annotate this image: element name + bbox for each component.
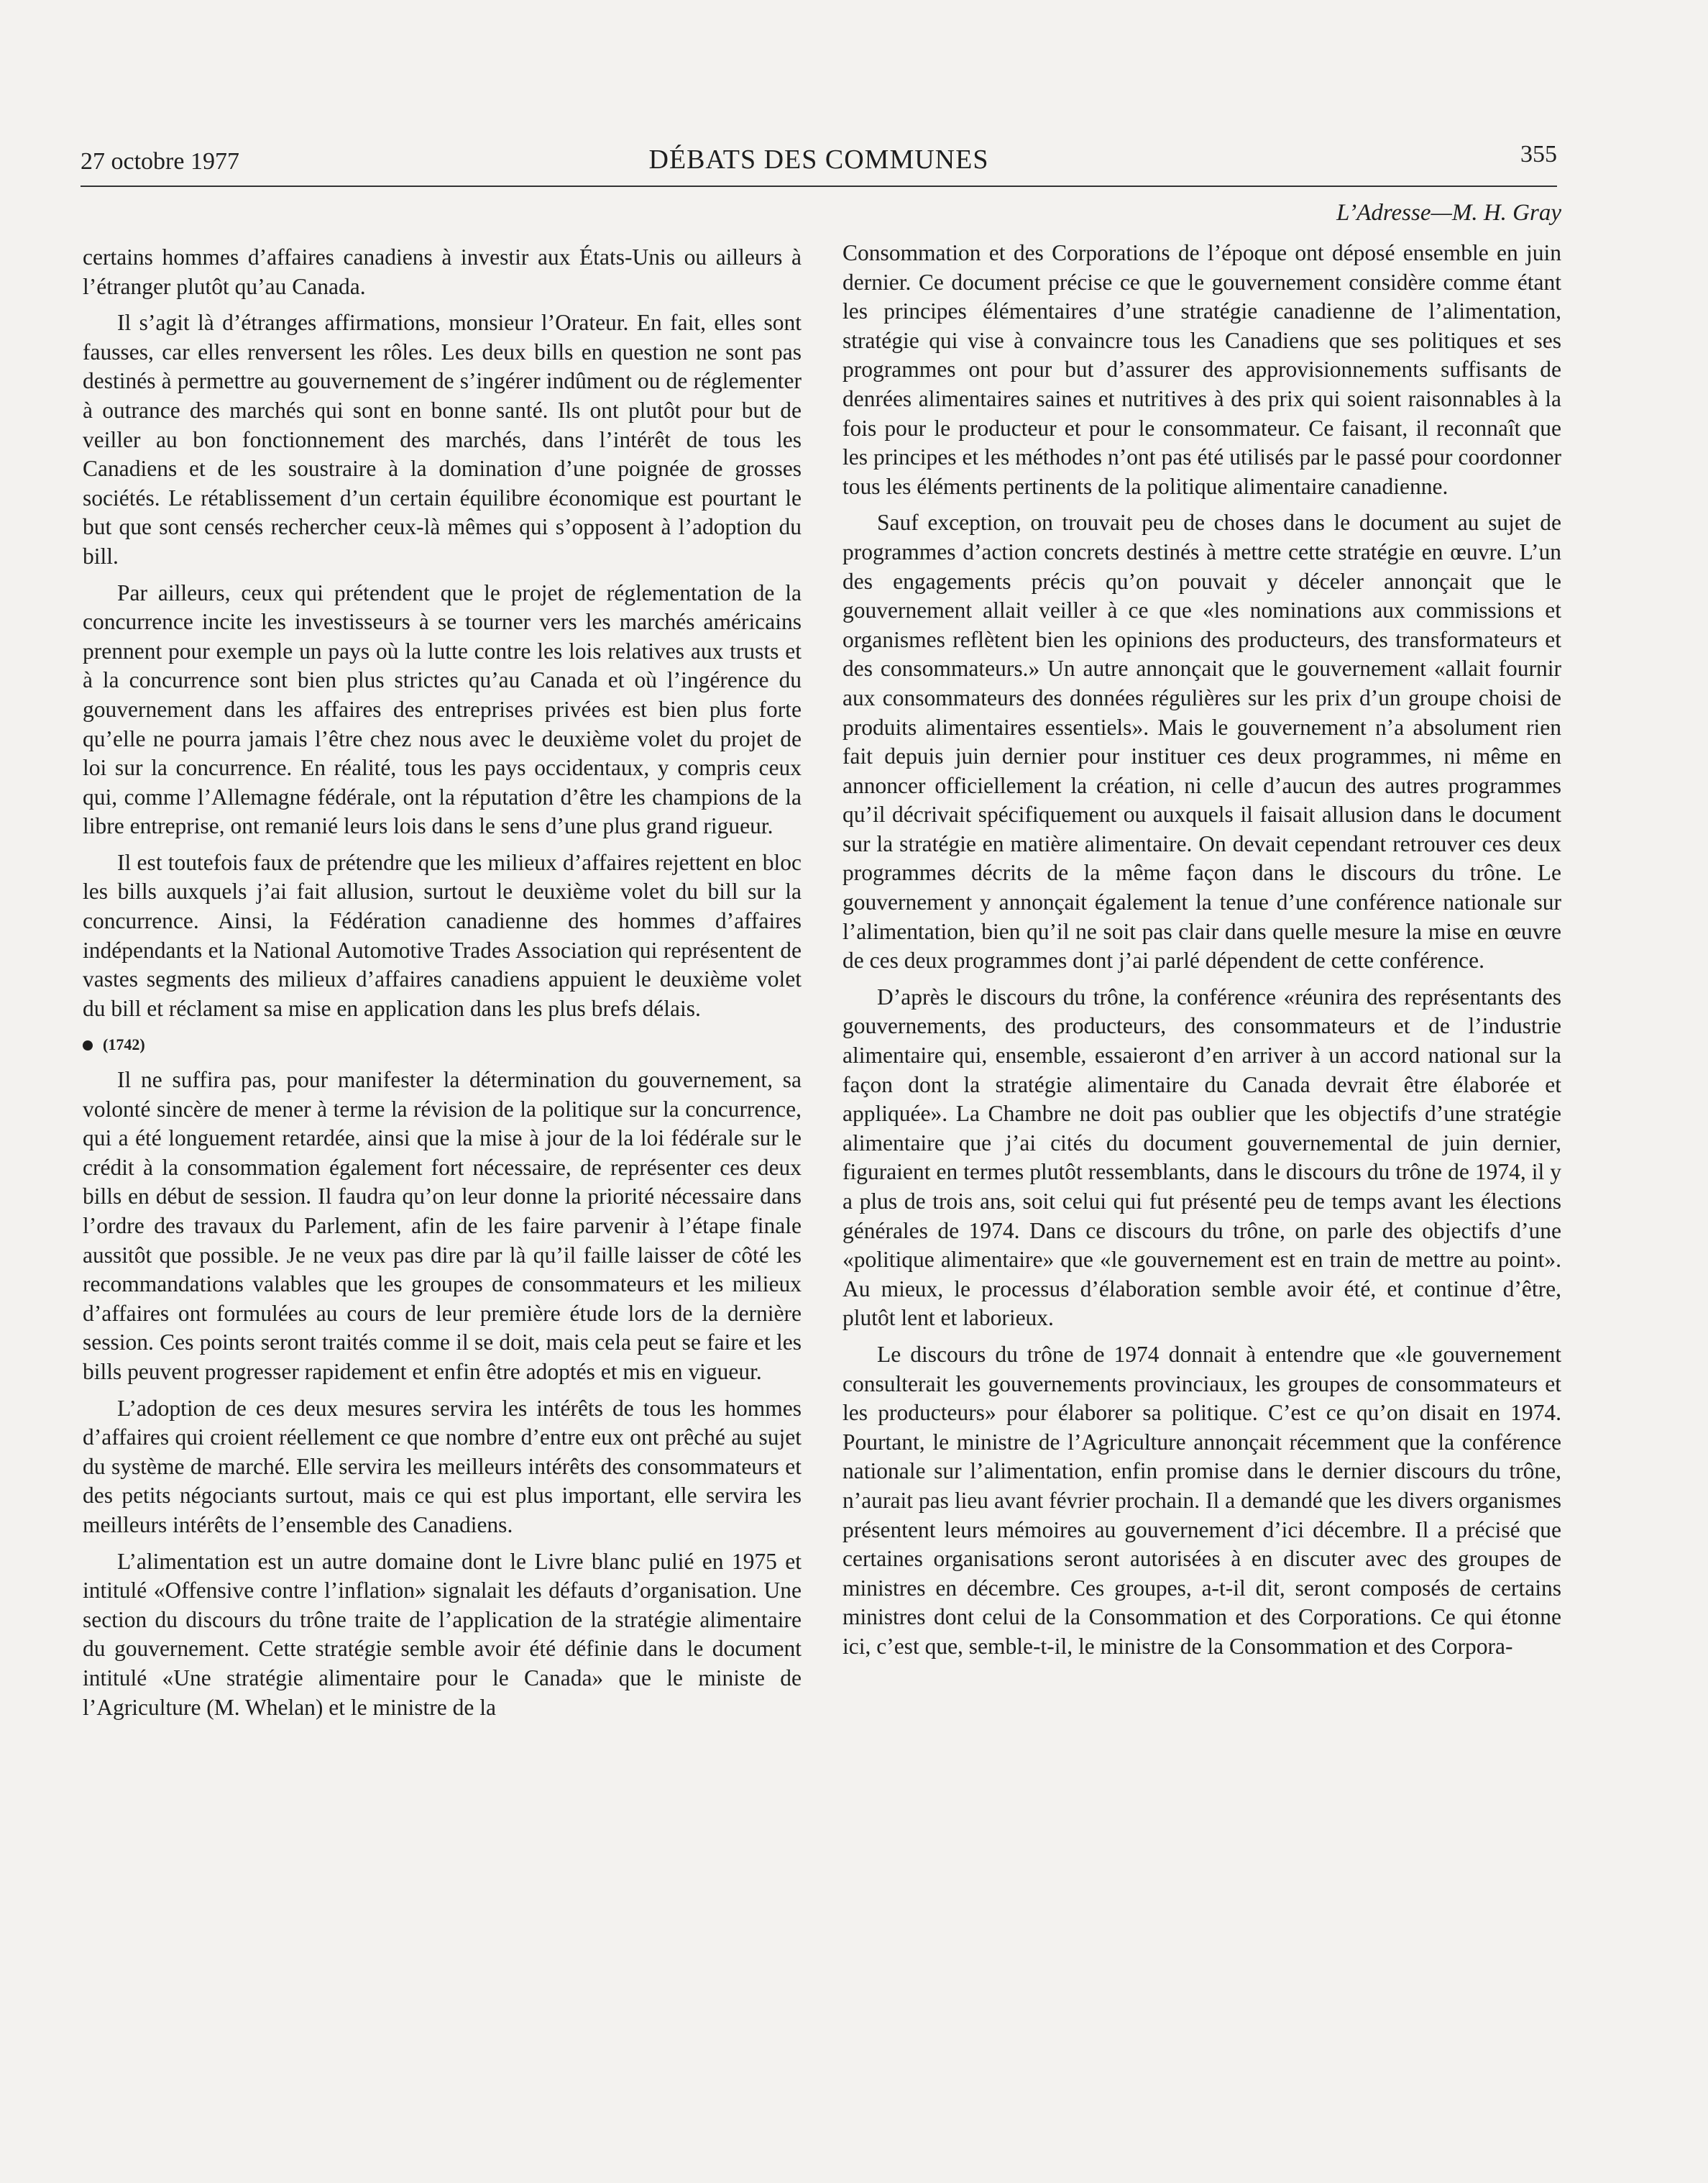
time-marker bbox=[83, 1030, 802, 1060]
header-date: 27 octobre 1977 bbox=[81, 148, 239, 175]
paragraph: Le discours du trône de 1974 donnait à entendre que «le gouvernement consulterait les gouvernements provinciaux, les groupes de consommateurs et les producteurs» pour élaborer sa politique. C’est ce qu’on disait en 1974. Pourtant, le ministre de l’Agriculture annonçait récemment que la conférence nationale sur l’alimentation, enfin promise dans le dernier discours du trône, n’aurait pas lieu avant février prochain. Il a demandé que les divers organismes présentent leurs mémoires au gouvernement d’ici décembre. Il a précisé que certaines organisations seront autorisées à en discuter avec des groupes de ministres en décembre. Ces groupes, a-t-il dit, seront composés de certains ministres dont celui de la Consommation et des Corporations. Ce qui étonne ici, c’est que, semble-t-il, le ministre de la Consommation et des Corpora- bbox=[842, 1341, 1561, 1659]
paragraph: certains hommes d’affaires canadiens à investir aux États-Unis ou ailleurs à l’étranger plutôt qu’au Canada. bbox=[83, 244, 802, 299]
right-column bbox=[842, 239, 1561, 1669]
paragraph: L’adoption de ces deux mesures servira les intérêts de tous les hommes d’affaires qui croient réellement ce que nombre d’entre eux ont prêché au sujet du système de marché. Elle servira les meilleurs intérêts des consommateurs et des petits négociants surtout, mais ce qui est plus important, elle servira les meilleurs intérêts de l’ensemble des Canadiens. bbox=[83, 1395, 802, 1537]
paragraph: L’alimentation est un autre domaine dont le Livre blanc pulié en 1975 et intitulé «Offensive contre l’inflation» signalait les défauts d’organisation. Une section du discours du trône traite de l’application de la stratégie alimentaire du gouvernement. Cette stratégie semble avoir été définie dans le document intitulé «Une stratégie alimentaire pour le Canada» que le ministe de l’Agriculture (M. Whelan) et le ministre de la bbox=[83, 1548, 802, 1720]
paragraph: Par ailleurs, ceux qui prétendent que le projet de réglementation de la concurrence incite les investisseurs à se tourner vers les marchés américains prennent pour exemple un pays où la lutte contre les lois relatives aux trusts et à la concurrence sont bien plus strictes qu’au Canada et où l’ingérence du gouvernement dans les affaires des entreprises privées est bien plus forte qu’elle ne pourra jamais l’être chez nous avec le deuxième volet du projet de loi sur la concurrence. En réalité, tous les pays occidentaux, y compris ceux qui, comme l’Allemagne fédérale, ont la réputation d’être les champions de la libre entreprise, ont remanié leurs lois dans le sens d’une plus grand rigueur. bbox=[83, 580, 802, 839]
paragraph: Sauf exception, on trouvait peu de choses dans le document au sujet de programmes d’action concrets destinés à mettre cette stratégie en œuvre. L’un des engagements précis qu’on pouvait y déceler annonçait que le gouvernement allait veiller à ce que «les nominations aux commissions et organismes reflètent bien les opinions des producteurs, des transformateurs et des consommateurs.» Un autre annonçait que le gouvernement «allait fournir aux consommateurs des données régulières sur les prix d’un groupe choisi de produits alimentaires essentiels». Mais le gouvernement n’a absolument rien fait depuis juin dernier pour instituer ces deux programmes, ni même en annoncer officiellement la création, ni celle d’aucun des autres programmes qu’il décrivait spécifiquement ou auxquels il faisait allusion dans le document sur la stratégie en matière alimentaire. On devait cependant retrouver ces deux programmes décrits de la même façon dans le discours du trône. Le gouvernement y annonçait également la tenue d’une conférence nationale sur l’alimentation, bien qu’il ne soit pas clair dans quelle mesure la mise en œuvre de ces deux programmes dont j’ai parlé dépendent de cette conférence. bbox=[842, 510, 1561, 974]
time-marker-label: (1742) bbox=[103, 1035, 145, 1054]
left-column bbox=[83, 243, 802, 1729]
page-header bbox=[81, 141, 1557, 187]
paragraph: Consommation et des Corporations de l’époque ont déposé ensemble en juin dernier. Ce document précise ce que le gouvernement considère comme étant les principes élémentaires d’une stratégie canadienne de l’alimentation, stratégie qui vise à convaincre tous les Canadiens que ses politiques et ses programmes ont pour but d’assurer des approvisionnements suffisants de denrées alimentaires saines et nutritives à des prix qui soient raisonnables à la fois pour le producteur et pour le consommateur. Ce faisant, il reconnaît que les principes et les méthodes n’ont pas été utilisés par le passé pour coordonner tous les éléments pertinents de la politique alimentaire canadienne. bbox=[842, 240, 1561, 499]
header-title: DÉBATS DES COMMUNES bbox=[648, 145, 989, 175]
running-head: L’Adresse—M. H. Gray bbox=[1336, 200, 1561, 226]
paragraph: Il s’agit là d’étranges affirmations, monsieur l’Orateur. En fait, elles sont fausses, car elles renversent les rôles. Les deux bills en question ne sont pas destinés à permettre au gouvernement de s’ingérer indûment ou de réglementer à outrance des marchés qui sont en bonne santé. Ils ont plutôt pour but de veiller au bon fonctionnement des marchés, dans l’intérêt de tous les Canadiens et de les soustraire à la domination d’une poignée de grosses sociétés. Le rétablissement d’un certain équilibre économique est pourtant le but que sont censés rechercher ceux-là mêmes qui s’opposent à l’adoption du bill. bbox=[83, 310, 802, 569]
paragraph: Il ne suffira pas, pour manifester la détermination du gouvernement, sa volonté sincère de mener à terme la révision de la politique sur la concurrence, qui a été longuement retardée, ainsi que la mise à jour de la loi fédérale sur le crédit à la consommation également fort nécessaire, de représenter ces deux bills en début de session. Il faudra qu’on leur donne la priorité nécessaire dans l’ordre des travaux du Parlement, afin de les faire parvenir à l’étape finale aussitôt que possible. Je ne veux pas dire par là qu’il faille laisser de côté les recommandations valables que les groupes de consommateurs et les milieux d’affaires ont formulées au cours de leur première étude lors de la dernière session. Ces points seront traités comme il se doit, mais cela peut se faire et les bills peuvent progresser rapidement et enfin être adoptés et mis en vigueur. bbox=[83, 1067, 802, 1384]
paragraph: D’après le discours du trône, la conférence «réunira des représentants des gouvernements, des producteurs, des consommateurs et de l’industrie alimentaire qui, ensemble, essaieront d’en arriver à un accord national sur la façon dont la stratégie alimentaire du Canada devrait être élaborée et appliquée». La Chambre ne doit pas oublier que les objectifs d’une stratégie alimentaire que j’ai cités du document gouvernemental de juin dernier, figuraient en termes plutôt ressemblants, dans le discours du trône de 1974, il y a plus de trois ans, soit celui qui fut présenté peu de temps avant les élections générales de 1974. Dans ce discours du trône, on parle des objectifs d’une «politique alimentaire» que «le gouvernement est en train de mettre au point». Au mieux, le processus d’élaboration semble avoir été, et continue d’être, plutôt lent et laborieux. bbox=[842, 984, 1561, 1331]
page-number: 355 bbox=[1520, 141, 1557, 168]
bullet-icon bbox=[83, 1040, 93, 1051]
paragraph: Il est toutefois faux de prétendre que les milieux d’affaires rejettent en bloc les bills auxquels j’ai fait allusion, surtout le deuxième volet du bill sur la concurrence. Ainsi, la Fédération canadienne des hommes d’affaires indépendants et la National Automotive Trades Association qui représentent de vastes segments des milieux d’affaires canadiens appuient le deuxième volet du bill et réclament sa mise en application dans les plus brefs délais. bbox=[83, 849, 802, 1021]
